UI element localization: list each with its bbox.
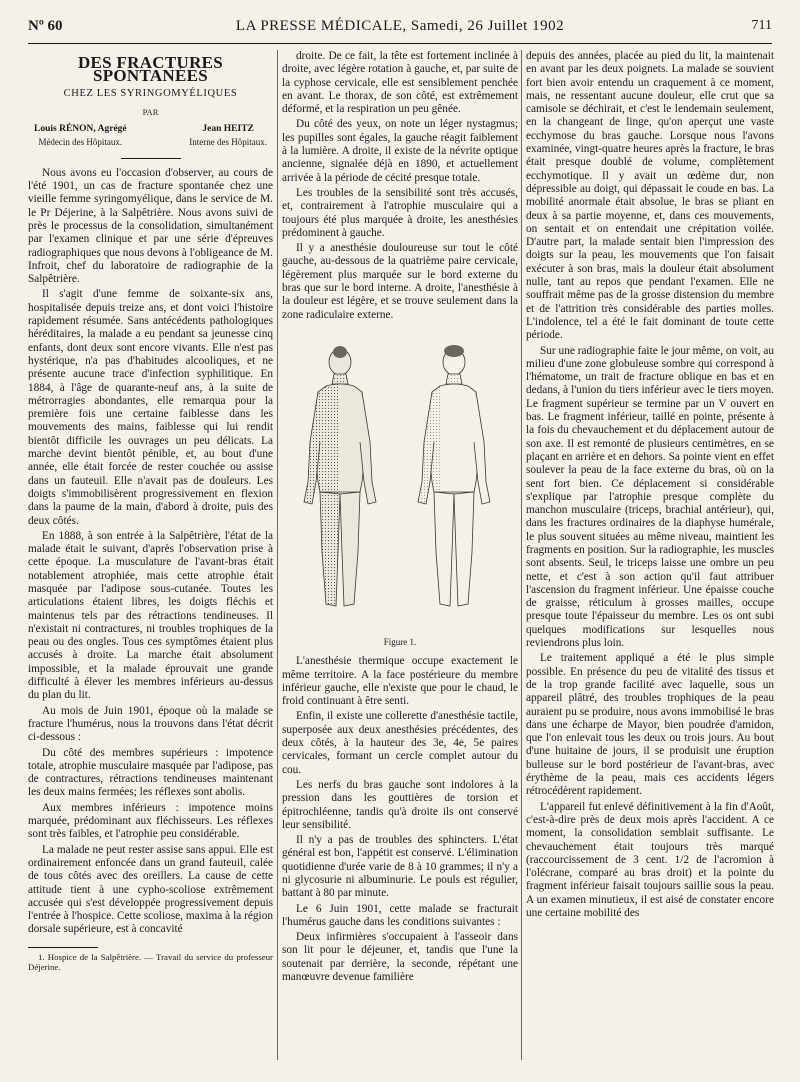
author-2: [189, 123, 267, 150]
paragraph: En 1888, à son entrée à la Salpêtrière, l'état de la malade était le suivant, d'après l'observation prise à cette époque. La musculature de l'avant-bras était notablement atrophiée, mais cette atrophie était masquée par l'adipose sous-cutanée. Toutes les articulations étaient libres, les doigts fléchis et maintenus tels par des rétractions tendineuses. Il n'existait ni contractures, ni troubles trophiques de la peau ou des ongles. Tous ces symptômes étaient plus accusés à droite. La marche était absolument impossible, et la malade éprouvait une grande difficulté à élever les membres inférieurs au-dessus du plan du lit.: [28, 529, 273, 702]
paragraph: Il n'y a pas de troubles des sphincters. L'état général est bon, l'appétit est conservé. L'élimination quotidienne d'urée varie de 8 à 10 grammes; il n'y a ni glycosurie ni albuminurie. Le pouls est régulier, battant à 80 par minute.: [282, 834, 518, 900]
paragraph: La malade ne peut rester assise sans appui. Elle est ordinairement enfoncée dans un grand fauteuil, calée de tous côtés avec des oreillers. La cause de cette attitude tient à une cypho-scoliose extrêmement accusée qui s'est développée progressivement depuis l'entrée à l'hospice. Cette scoliose, maxima à la région dorsale supérieure, est à concavité: [28, 843, 273, 936]
paragraph: Il y a anesthésie douloureuse sur tout le côté gauche, au-dessous de la quatrième paire cervicale, légèrement plus marquée sur le bord externe du bras que sur le bord interne. A droite, l'anesthésie à la douleur est légère, et se trouve seulement dans la zone radiculaire externe.: [282, 242, 518, 321]
hair-bun: [333, 346, 347, 358]
paragraph: Le traitement appliqué a été le plus simple possible. En présence du peu de vitalité des tissus et de la trop grande facilité avec laquelle, sous un appareil plâtré, des troubles trophiques de la peau auraient pu se produire, nous avons immobilisé le bras dans une écharpe de Mayor, bien poudrée d'amidon, que l'on enlevait tous les deux ou trois jours. Au bout d'une huitaine de jours, il se produisit une éruption bulleuse sur le bord postérieur de l'avant-bras, avec érythème de la peau, mais ces accidents légers rétrocédèrent rapidement.: [526, 652, 774, 798]
header-rule: [28, 43, 772, 44]
author-1: [34, 123, 127, 150]
paragraph: Aux membres inférieurs : impotence moins marquée, prédominant aux fléchisseurs. Les réflexes sont très faibles, et l'atrophie peu considérable.: [28, 801, 273, 841]
column-divider: [277, 50, 278, 1060]
paragraph: Au mois de Juin 1901, époque où la malade se fracture l'humérus, nous la trouvons dans l'état décrit ci-dessous :: [28, 704, 273, 744]
footnote: 1. Hospice de la Salpêtrière. — Travail du service du professeur Déjerine.: [28, 951, 273, 973]
paragraph: Nous avons eu l'occasion d'observer, au cours de l'été 1901, un cas de fracture spontanée chez une vieille femme syringomyélique, dans le service de M. le Pr Déjerine, à la Salpêtrière. Nous avons suivi de près le processus de la consolidation, simultanément par l'examen clinique et par une série d'épreuves radiographiques que nous devons à l'obligeance de M. Infroit, chef du laboratoire de radiographie de la Salpêtrière.: [28, 166, 273, 286]
paragraph: L'anesthésie thermique occupe exactement le même territoire. A la face postérieure du membre inférieur gauche, elle n'existe que pour le chaud, le froid continuant à être senti.: [282, 655, 518, 708]
author-2-role: Interne des Hôpitaux.: [189, 137, 267, 148]
figure-caption: Figure 1.: [383, 636, 417, 647]
figure-illustration: [282, 332, 518, 632]
paragraph: Enfin, il existe une collerette d'anesthésie tactile, superposée aux deux anesthésies précédentes, des deux côtés, à la hauteur des 3e, 4e, 5e paires cervicales, formant un cercle complet autour du cou.: [282, 710, 518, 776]
article-title: DES FRACTURES SPONTANÉES: [77, 53, 224, 86]
paragraph: Le 6 Juin 1901, cette malade se fracturait l'humérus gauche dans les conditions suivantes :: [282, 902, 518, 928]
paragraph: Il s'agit d'une femme de soixante-six ans, hospitalisée depuis treize ans, et dont voici l'histoire rapidement résumée. Sans antécédents pathologiques héréditaires, la malade a eu pendant sa jeunesse cinq enfants, dont deux sont encore vivants. Elle n'est pas hystérique, n'a pas d'habitudes alcooliques, et ne présente aucune trace d'infection syphilitique. En 1884, à l'âge de quarante-neuf ans, à la suite de métrorragies abondantes, elle remarqua pour la première fois une certaine faiblesse dans les mouvements des mains, faiblesse qui lui rendit bientôt difficile les ouvrages un peu délicats. La marche devint bientôt pénible, et, au bout d'une année, elle était forcée de rester couchée ou assise dans un fauteuil. Elle n'avait pas de douleurs. Les doigts s'immobilisèrent progressivement en flexion dans la paume de la main, d'abord à droite, puis des deux côtés.: [28, 288, 273, 527]
page-header: [28, 18, 772, 40]
paragraph: Du côté des yeux, on note un léger nystagmus; les pupilles sont égales, la gauche réagit faiblement à la lumière. A droite, il existe de la névrite optique ancienne, signalée déjà en 1890, et actuellement arrivée à la période de cécité presque totale.: [282, 118, 518, 184]
column-2: [282, 50, 518, 1060]
column-1: [28, 50, 273, 1060]
footnote-rule: [28, 947, 98, 948]
column-divider: [521, 50, 522, 1060]
paragraph: Du côté des membres supérieurs : impotence totale, atrophie musculaire masquée par l'adipose, pas de contractures, rétractions tendineuses maintenant les deux mains fermées; les réflexes sont abolis.: [28, 746, 273, 799]
paragraph: Sur une radiographie faite le jour même, on voit, au milieu d'une zone globuleuse sombre qui correspond à l'hématome, un trait de fracture oblique en bas et en dedans, à l'union du tiers inférieur avec le tiers moyen. Le fragment supérieur se termine par un V ouvert en bas. Le fragment inférieur, taillé en pointe, présente à la fois du chevauchement et du déplacement autour de son axe. Il est remonté de plusieurs centimètres, en se plaçant en arrière et en dehors. Sa pointe vient en effet soulever la peau de la face externe du bras, où on la sent fort bien. Ce déplacement si considérable s'explique par l'atrophie presque complète du manchon musculaire (triceps, brachial antérieur), qui, dans les fractures ordinaires de la diaphyse humérale, le plus souvent situées au même niveau, maintient les fragments en position. Sur la radiographie, les muscles sont absents. Seul, le triceps laisse une ombre un peu nette, et c'est à son action qu'il faut attribuer l'ascension du fragment inférieur. Une épaisse couche de graisse, réticulum à grosses mailles, occupe presque toute l'épaisseur du membre. Les os ont subi quelques modifications sur lesquelles nous reviendrons plus loin.: [526, 344, 774, 650]
journal-title: LA PRESSE MÉDICALE, Samedi, 26 Juillet 1902: [235, 18, 565, 34]
paragraph: depuis des années, placée au pied du lit, la maintenait en avant par les deux poignets. La malade se souvient fort bien avoir entendu un craquement à ce moment, mais, ne ressentant aucune douleur, elle crut que sa camisole se déchirait, et c'est le lendemain seulement, en la changeant de linge, qu'on aperçut une vaste ecchymose du bras gauche. Lorsque nous l'avons examinée, vingt-quatre heures après la fracture, le bras était presque doublé de volume, complètement ecchymotique. Il y avait un œdème dur, non dépressible au doigt, qui dépassait le coude en bas. La mobilité anormale était absolue, le bras se pliant en deux à sa partie moyenne, et, dans ces mouvements, on sentait et on entendait une crépitation voilée. D'autre part, la malade sentait bien l'impression des doigts sur la peau, les mouvements que l'on faisait exécuter à son bras, mais la douleur était absolument nulle, tant au repos que pendant l'examen. Elle ne souffrait même pas de la grosse distension du membre et de l'attrition très considérable des parties molles. L'indolence, tel a été le fait dominant de toute cette période.: [526, 50, 774, 342]
author-2-name: Jean HEITZ: [202, 124, 254, 135]
paragraph: droite. De ce fait, la tête est fortement inclinée à droite, avec légère rotation à gauche, et, par suite de la cyphose cervicale, elle est sensiblement penchée en avant. Le thorax, de son côté, est extrêmement déformé, et la respiration un peu gênée.: [282, 50, 518, 116]
paragraph: Les nerfs du bras gauche sont indolores à la pression dans les gouttières de torsion et épitrochléenne, tandis qu'à droite ils ont conservé leur sensibilité.: [282, 778, 518, 831]
hair: [444, 345, 464, 357]
title-rule: [121, 158, 181, 159]
authors: [34, 123, 267, 150]
paragraph: L'appareil fut enlevé définitivement à la fin d'Août, c'est-à-dire près de deux mois après l'accident. A ce moment, la consolidation semblait suffisante. Le chevauchement était toujours très marqué (raccourcissement de 3 cent. 1/2 de l'acromion à l'olécrane, comparé au bras droit) et la pointe du fragment inférieur faisait toujours saillie sous la peau. A un examen minutieux, il est aisé de constater encore une certaine mobilité des: [526, 800, 774, 919]
article-par: PAR: [142, 106, 159, 117]
column-3: [526, 50, 774, 1060]
page-number: 711: [751, 18, 772, 33]
paragraph: Deux infirmières s'occupaient à l'asseoir dans son lit pour le déjeuner, et, tandis que l'une la soutenait par derrière, la seconde, répétant une manœuvre devenue familière: [282, 931, 518, 984]
author-1-role: Médecin des Hôpitaux.: [38, 137, 123, 148]
issue-number: Nº 60: [28, 18, 63, 34]
author-1-name: Louis RÉNON, Agrégé: [34, 124, 127, 135]
paragraph: Les troubles de la sensibilité sont très accusés, et, contrairement à l'atrophie musculaire qui a toujours été plus marquée à droite, les anesthésies prédominent à gauche.: [282, 186, 518, 239]
article-subtitle: CHEZ LES SYRINGOMYÉLIQUES: [63, 87, 238, 99]
figure-anesthesia-map: [282, 332, 518, 632]
